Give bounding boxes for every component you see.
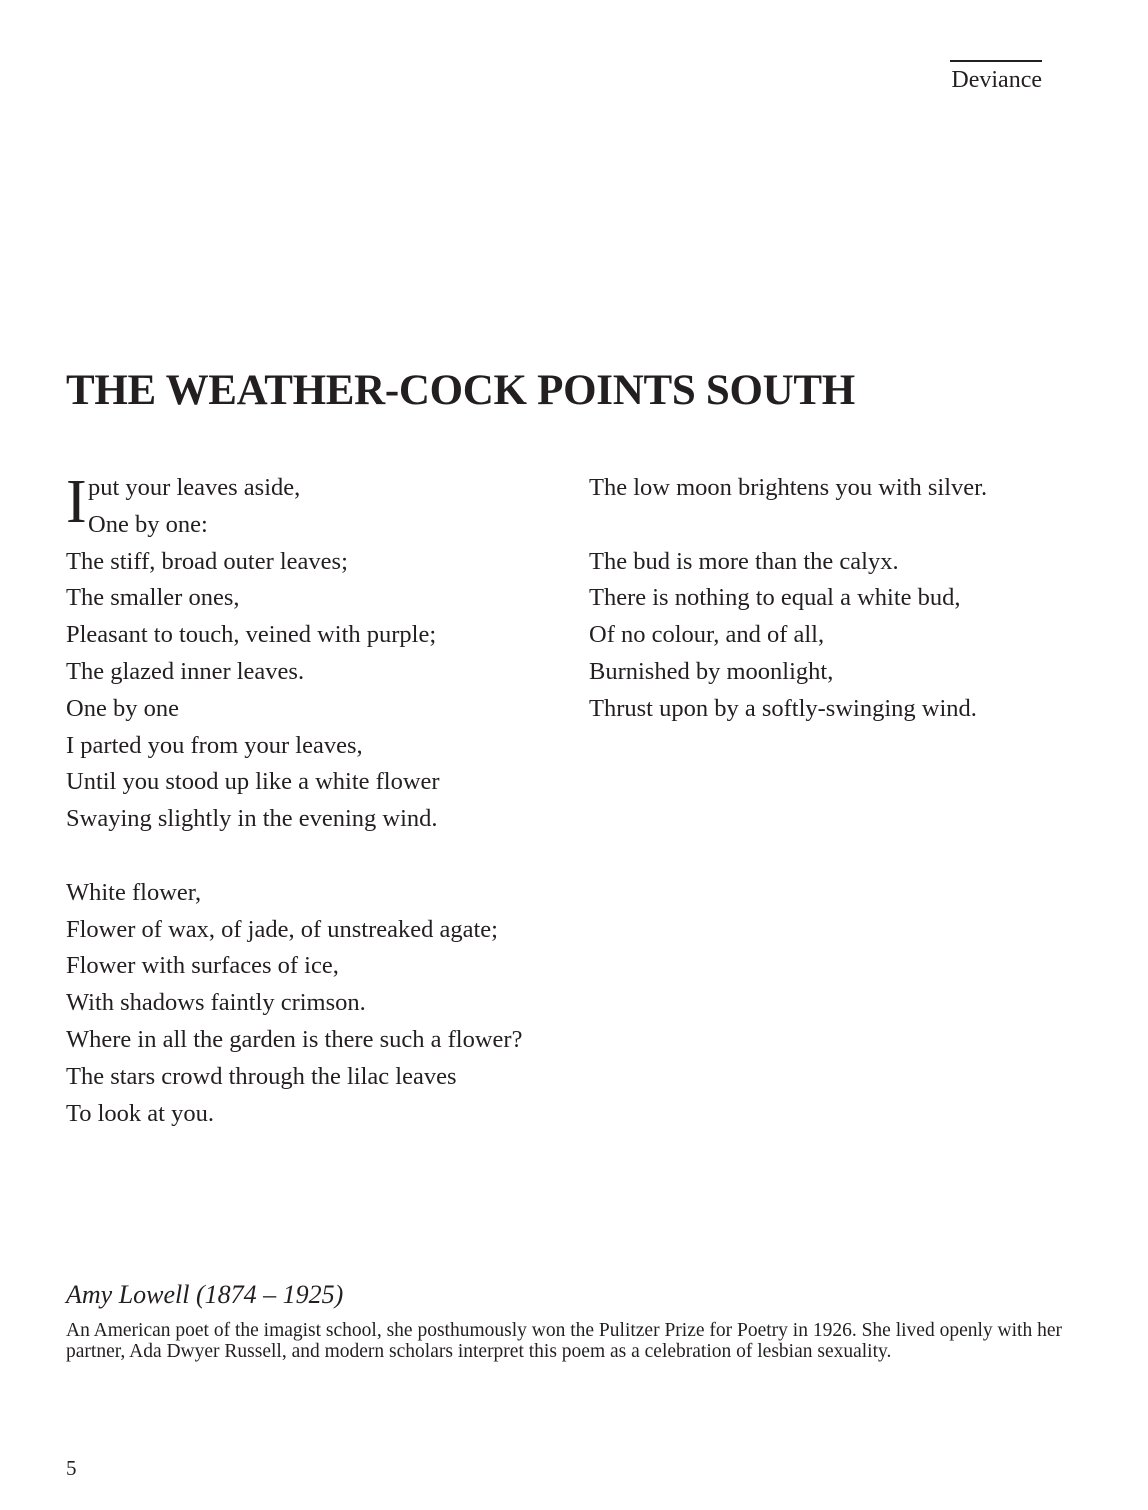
poem-line: Burnished by moonlight,: [589, 657, 834, 685]
poem-line: One by one: [66, 694, 179, 722]
poem-line: White flower,: [66, 878, 202, 906]
poem-line: put your leaves aside,: [88, 474, 301, 501]
running-head: [950, 60, 1042, 95]
poem-line: Flower of wax, of jade, of unstreaked agate;: [66, 915, 498, 943]
drop-cap: I: [66, 468, 87, 536]
poem-left-column: [66, 470, 522, 1132]
poem-line: Flower with surfaces of ice,: [66, 952, 339, 980]
poem-line: The smaller ones,: [66, 584, 240, 612]
poem-line: To look at you.: [66, 1099, 214, 1127]
poem-line: Until you stood up like a white flower: [66, 768, 440, 796]
poem-line: The stars crowd through the lilac leaves: [66, 1062, 457, 1090]
poem-line: Thrust upon by a softly-swinging wind.: [589, 694, 977, 722]
poem-line: The bud is more than the calyx.: [589, 547, 899, 575]
poem-line: I parted you from your leaves,: [66, 731, 363, 759]
page-number: 5: [66, 1456, 77, 1480]
poem-line: There is nothing to equal a white bud,: [589, 584, 961, 612]
running-head-label: Deviance: [951, 67, 1042, 93]
poem-right-column: [589, 470, 987, 728]
poem-line: Of no colour, and of all,: [589, 621, 825, 649]
stanza-break: [589, 507, 987, 544]
poem-line: One by one:: [88, 510, 208, 538]
poem-line: The low moon brightens you with silver.: [589, 474, 988, 501]
poem-line: Pleasant to touch, veined with purple;: [66, 621, 437, 649]
poem-title: THE WEATHER-COCK POINTS SOUTH: [66, 367, 855, 414]
running-head-rule: [950, 60, 1042, 62]
author-name: Amy Lowell (1874 – 1925): [66, 1280, 344, 1309]
poem-line: The stiff, broad outer leaves;: [66, 547, 348, 575]
author-bio: An American poet of the imagist school, she posthumously won the Pulitzer Prize for Poetry in 1926. She lived openly with her partner, Ada Dwyer Russell, and modern scholars interpret this poem as a celebration of lesbian sexuality.: [66, 1320, 1062, 1362]
poem-opening: [66, 470, 522, 544]
poem-line: The glazed inner leaves.: [66, 657, 305, 685]
poem-line: With shadows faintly crimson.: [66, 989, 366, 1017]
stanza-break: [66, 838, 522, 875]
poem-line: Swaying slightly in the evening wind.: [66, 805, 438, 833]
poem-line: Where in all the garden is there such a flower?: [66, 1025, 523, 1053]
